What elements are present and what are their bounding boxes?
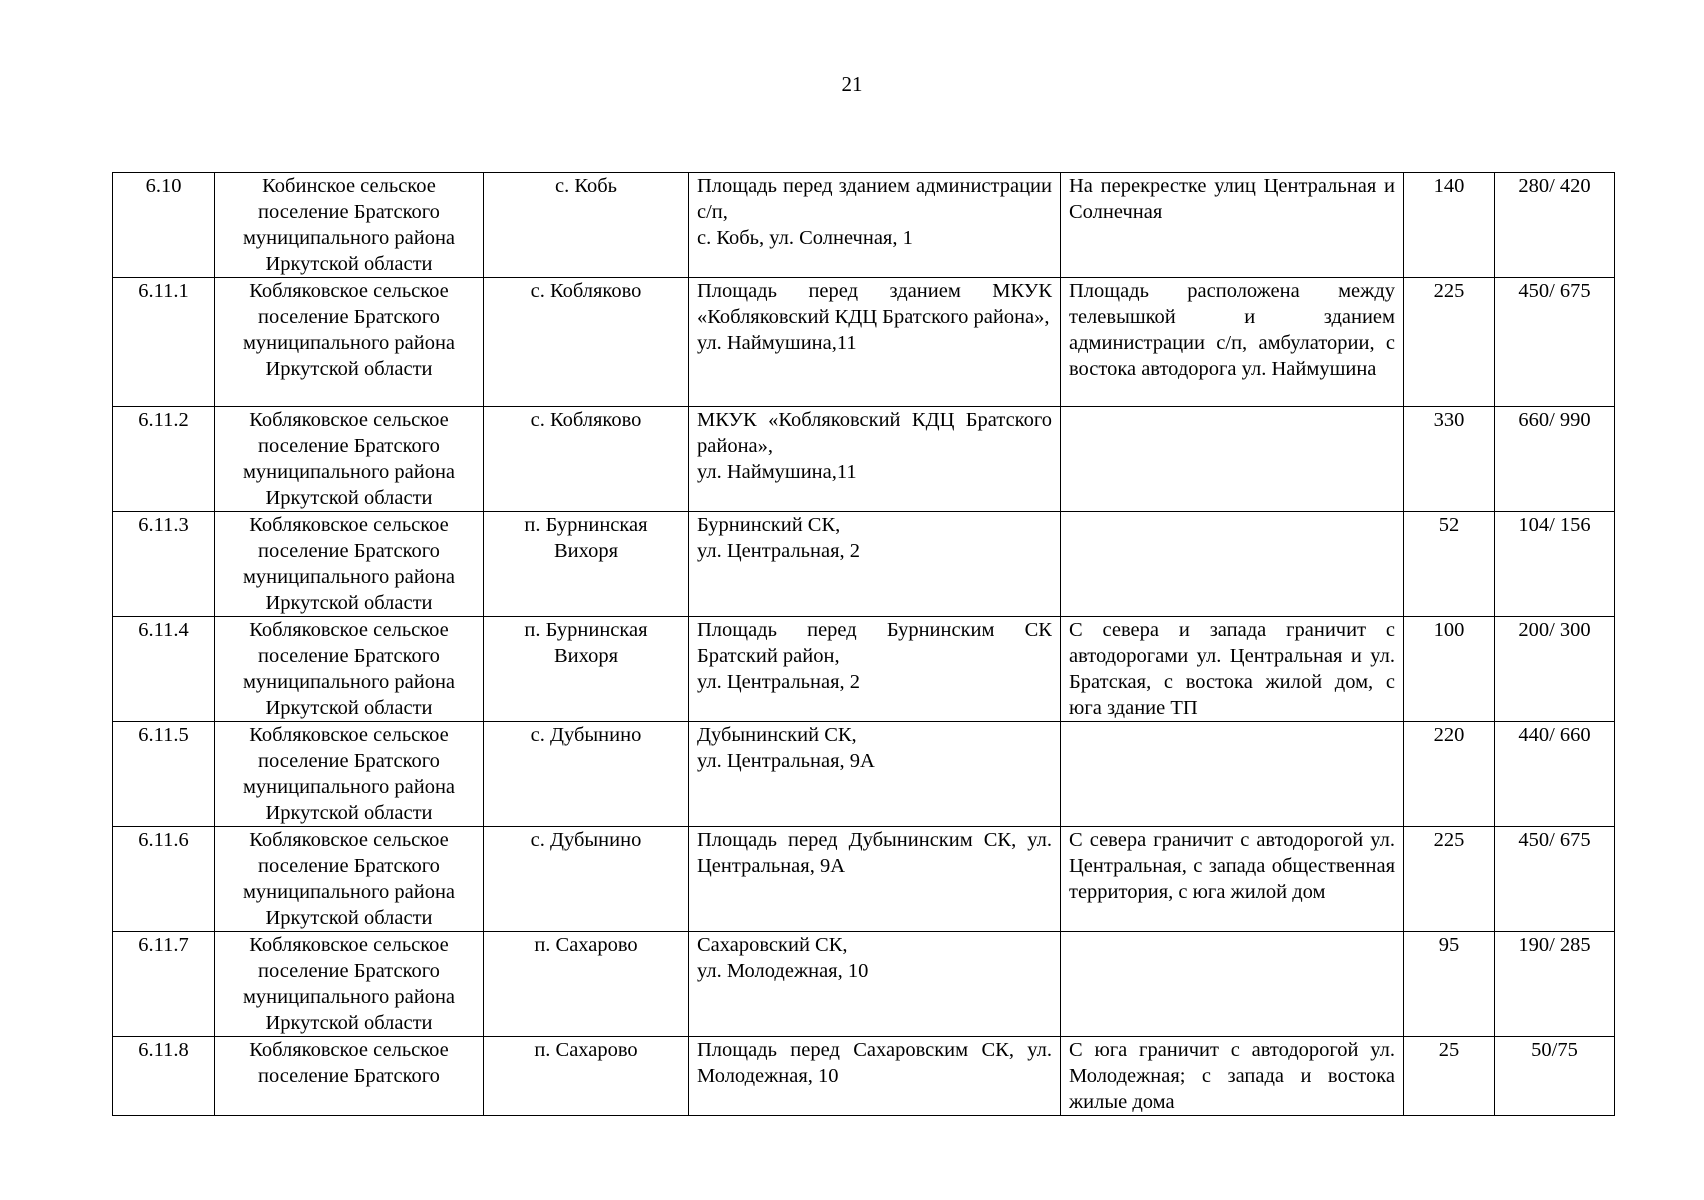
capacity-cell: 280/ 420: [1495, 173, 1615, 278]
row-number: 6.11.5: [113, 722, 215, 827]
locality-cell: п. Сахарово: [484, 1037, 689, 1116]
row-number: 6.10: [113, 173, 215, 278]
row-number: 6.11.6: [113, 827, 215, 932]
locality-cell: с. Дубынино: [484, 827, 689, 932]
area-cell: 52: [1404, 512, 1495, 617]
locality-cell: п. Бурнинская Вихоря: [484, 512, 689, 617]
table-row: [113, 617, 1615, 722]
address-cell: Площадь перед зданием МКУК «Кобляковский КДЦ Братского района», ул. Наймушина,11: [689, 278, 1061, 407]
area-cell: 140: [1404, 173, 1495, 278]
capacity-cell: 104/ 156: [1495, 512, 1615, 617]
area-cell: 25: [1404, 1037, 1495, 1116]
area-cell: 225: [1404, 278, 1495, 407]
capacity-cell: 200/ 300: [1495, 617, 1615, 722]
address-cell: Площадь перед Бурнинским СК Братский район, ул. Центральная, 2: [689, 617, 1061, 722]
locality-cell: с. Кобь: [484, 173, 689, 278]
description-cell: С севера и запада граничит с автодорогами ул. Центральная и ул. Братская, с востока жилой дом, с юга здание ТП: [1061, 617, 1404, 722]
locality-cell: п. Бурнинская Вихоря: [484, 617, 689, 722]
area-cell: 225: [1404, 827, 1495, 932]
capacity-cell: 440/ 660: [1495, 722, 1615, 827]
description-cell: На перекрестке улиц Центральная и Солнечная: [1061, 173, 1404, 278]
address-cell: Площадь перед Дубынинским СК, ул. Центральная, 9А: [689, 827, 1061, 932]
capacity-cell: 50/75: [1495, 1037, 1615, 1116]
address-cell: МКУК «Кобляковский КДЦ Братского района», ул. Наймушина,11: [689, 407, 1061, 512]
description-cell: [1061, 407, 1404, 512]
capacity-cell: 450/ 675: [1495, 827, 1615, 932]
settlement-cell: Кобляковское сельское поселение Братского муниципального района Иркутской области: [215, 512, 484, 617]
address-cell: Площадь перед зданием администрации с/п, с. Кобь, ул. Солнечная, 1: [689, 173, 1061, 278]
locality-cell: с. Кобляково: [484, 278, 689, 407]
area-cell: 220: [1404, 722, 1495, 827]
area-cell: 95: [1404, 932, 1495, 1037]
capacity-cell: 190/ 285: [1495, 932, 1615, 1037]
sites-table: [112, 172, 1615, 1116]
row-number: 6.11.3: [113, 512, 215, 617]
table-row: [113, 827, 1615, 932]
page-number: 21: [841, 72, 863, 96]
row-number: 6.11.7: [113, 932, 215, 1037]
description-cell: [1061, 512, 1404, 617]
table-row: [113, 722, 1615, 827]
settlement-cell: Кобляковское сельское поселение Братского муниципального района Иркутской области: [215, 617, 484, 722]
address-cell: Площадь перед Сахаровским СК, ул. Молодежная, 10: [689, 1037, 1061, 1116]
settlement-cell: Кобляковское сельское поселение Братского: [215, 1037, 484, 1116]
area-cell: 330: [1404, 407, 1495, 512]
description-cell: [1061, 722, 1404, 827]
table-row: [113, 1037, 1615, 1116]
settlement-cell: Кобляковское сельское поселение Братского муниципального района Иркутской области: [215, 278, 484, 407]
capacity-cell: 450/ 675: [1495, 278, 1615, 407]
description-cell: С юга граничит с автодорогой ул. Молодежная; с запада и востока жилые дома: [1061, 1037, 1404, 1116]
description-cell: С севера граничит с автодорогой ул. Центральная, с запада общественная территория, с юга жилой дом: [1061, 827, 1404, 932]
table-row: [113, 932, 1615, 1037]
settlement-cell: Кобляковское сельское поселение Братского муниципального района Иркутской области: [215, 932, 484, 1037]
capacity-cell: 660/ 990: [1495, 407, 1615, 512]
address-cell: Дубынинский СК, ул. Центральная, 9А: [689, 722, 1061, 827]
area-cell: 100: [1404, 617, 1495, 722]
row-number: 6.11.1: [113, 278, 215, 407]
locality-cell: с. Кобляково: [484, 407, 689, 512]
row-number: 6.11.8: [113, 1037, 215, 1116]
settlement-cell: Кобинское сельское поселение Братского муниципального района Иркутской области: [215, 173, 484, 278]
table-row: [113, 278, 1615, 407]
settlement-cell: Кобляковское сельское поселение Братского муниципального района Иркутской области: [215, 407, 484, 512]
locality-cell: с. Дубынино: [484, 722, 689, 827]
address-cell: Бурнинский СК, ул. Центральная, 2: [689, 512, 1061, 617]
locality-cell: п. Сахарово: [484, 932, 689, 1037]
description-cell: [1061, 932, 1404, 1037]
row-number: 6.11.4: [113, 617, 215, 722]
row-number: 6.11.2: [113, 407, 215, 512]
table-row: [113, 512, 1615, 617]
address-cell: Сахаровский СК, ул. Молодежная, 10: [689, 932, 1061, 1037]
settlement-cell: Кобляковское сельское поселение Братского муниципального района Иркутской области: [215, 722, 484, 827]
settlement-cell: Кобляковское сельское поселение Братского муниципального района Иркутской области: [215, 827, 484, 932]
table-row: [113, 173, 1615, 278]
table-row: [113, 407, 1615, 512]
description-cell: Площадь расположена между телевышкой и зданием администрации с/п, амбулатории, с востока автодорога ул. Наймушина: [1061, 278, 1404, 407]
